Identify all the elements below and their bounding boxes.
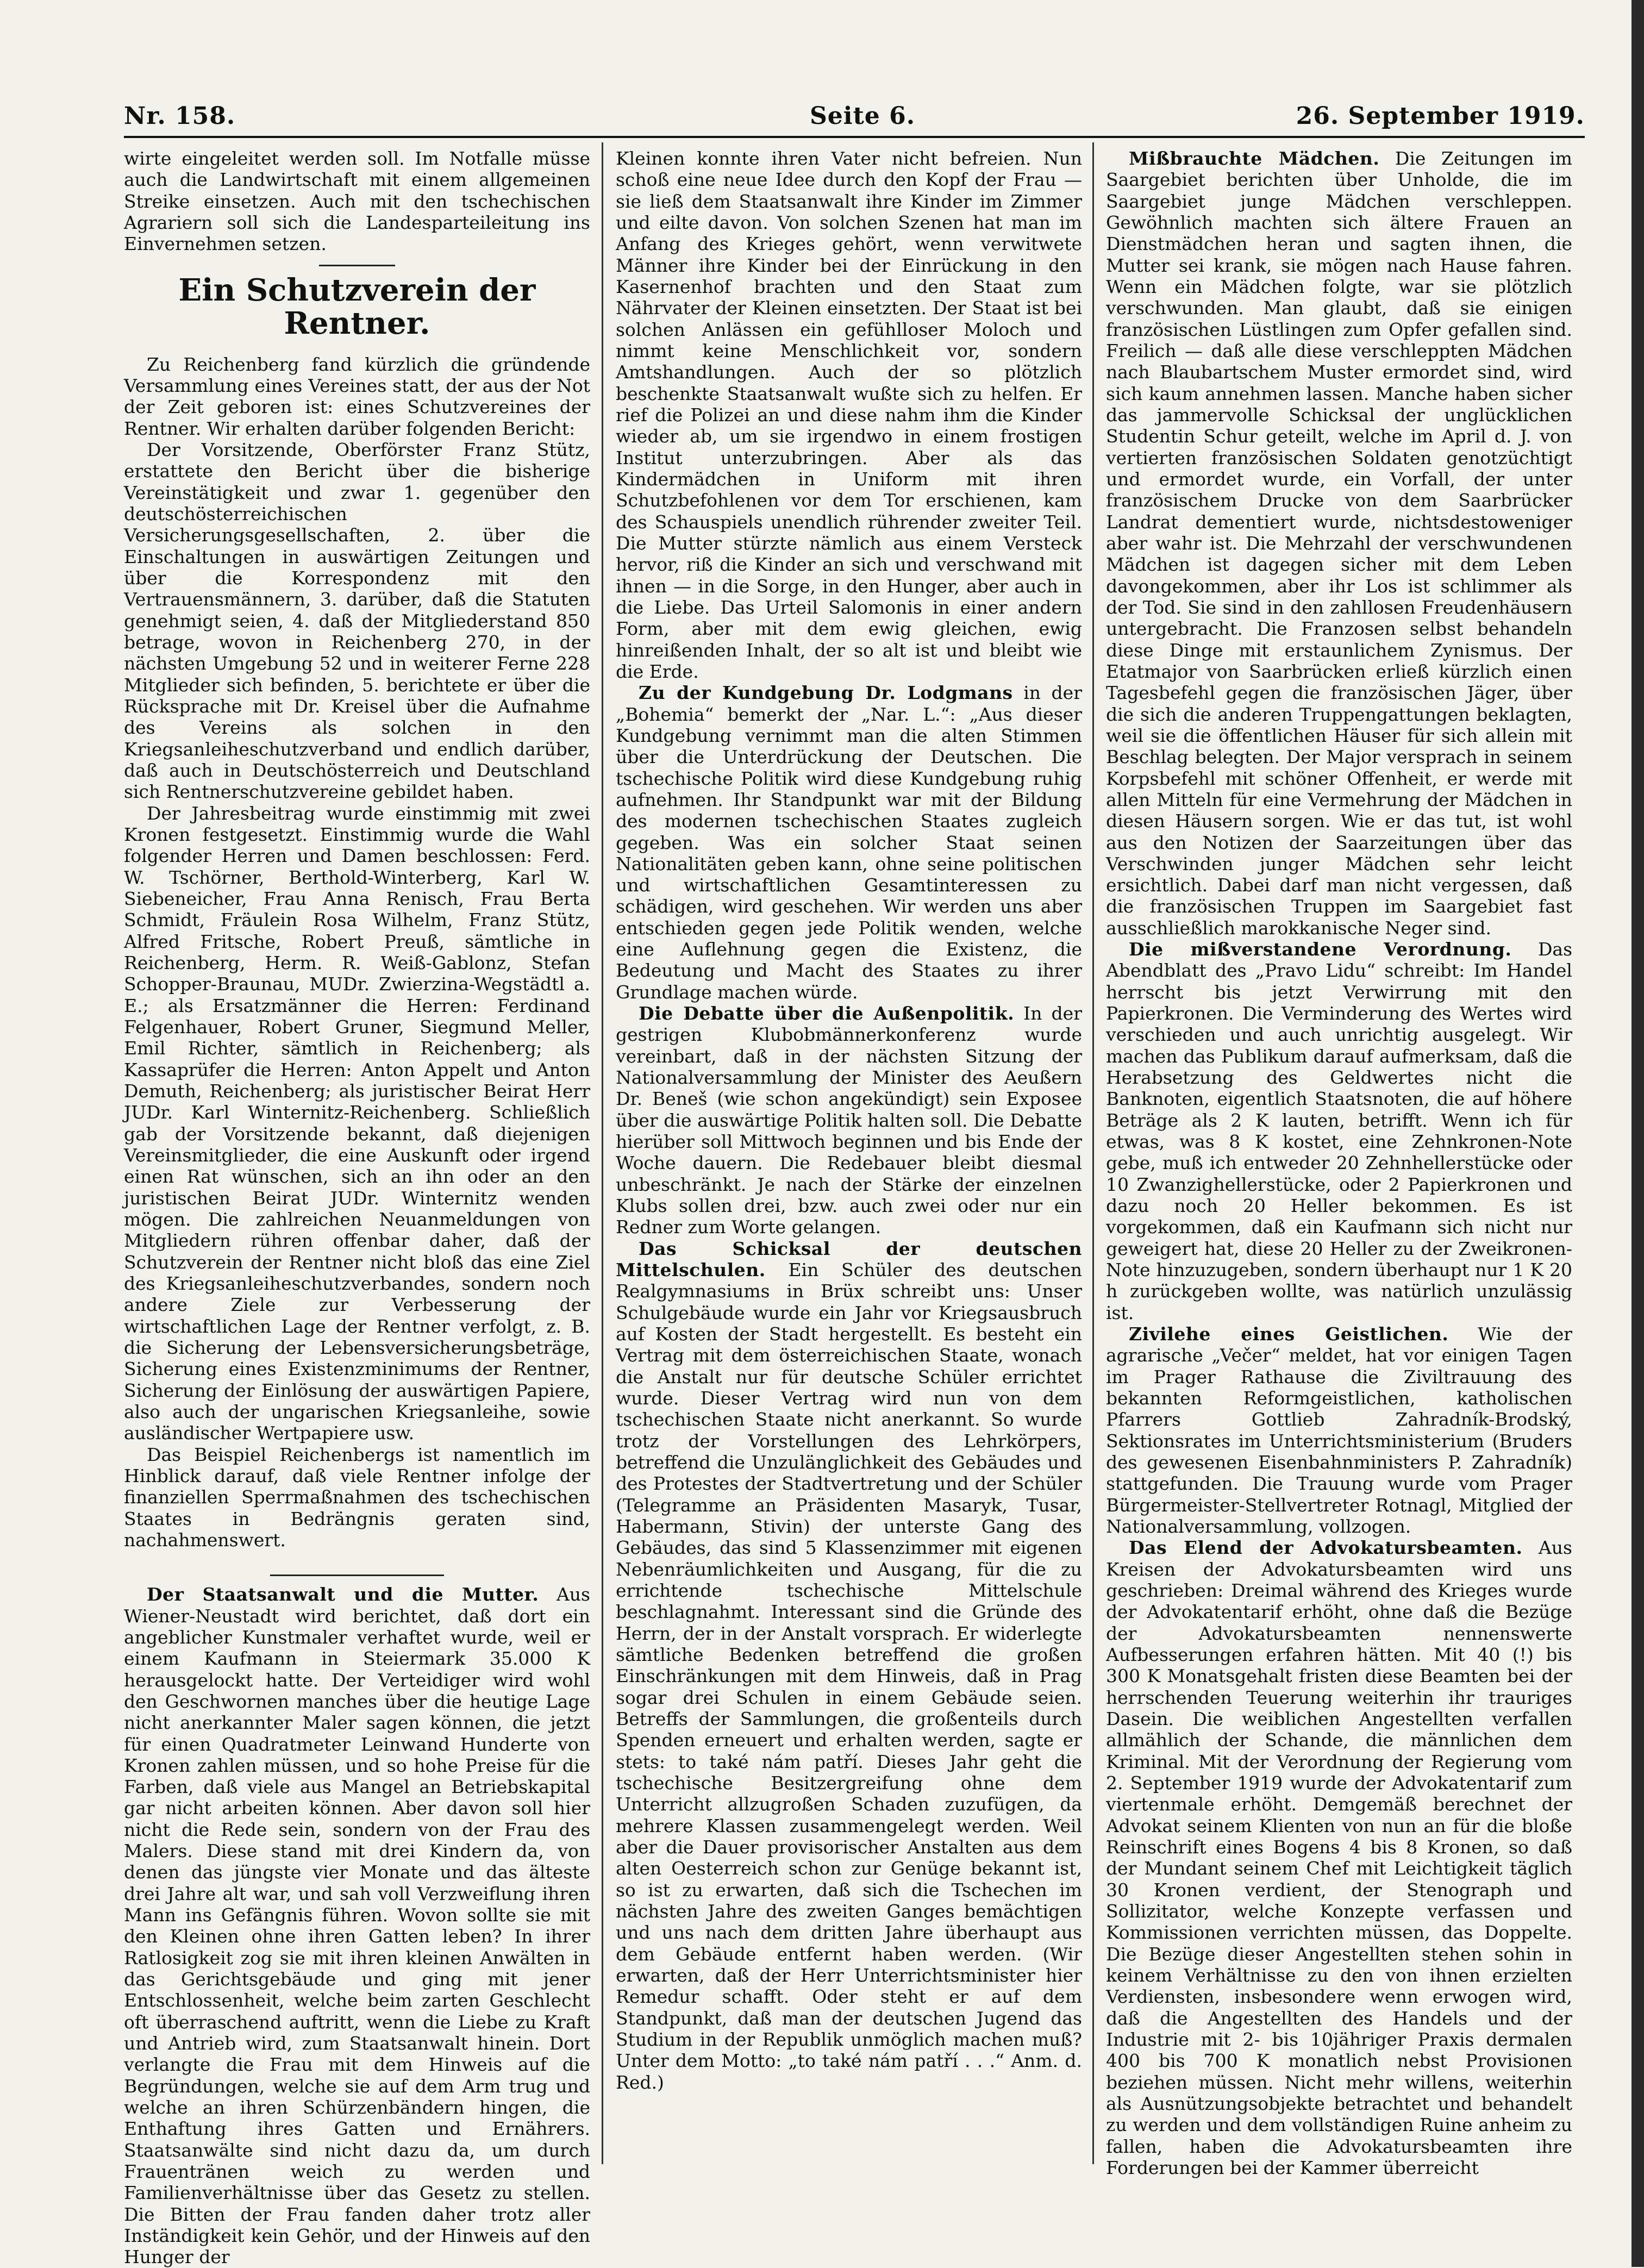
article-paragraph	[1106, 148, 1572, 939]
separator-rule	[270, 1575, 444, 1576]
column-divider	[602, 142, 603, 2164]
separator-rule	[319, 265, 395, 266]
article-lead-title: Die mißverstandene Verordnung.	[1129, 939, 1512, 960]
article-lead-title: Zu der Kundgebung Dr. Lodgmans	[639, 682, 1013, 704]
article-paragraph	[1106, 1323, 1572, 1537]
article-paragraph	[124, 1444, 590, 1551]
article-paragraph	[616, 148, 1082, 682]
article-heading: Ein Schutzverein der Rentner.	[178, 272, 536, 342]
column-divider	[1092, 142, 1094, 2164]
article-text: Ein Schüler des deutschen Realgymnasiums in Brüx schreibt uns: Unser Schulgebäude wurde ein Jahr vor Kriegsausbruch auf Kosten der Stadt hergestellt. Es besteht ein Vertrag mit dem österreichischen Staate, wonach die Anstalt nur für deutsche Schüler errichtet wurde. Dieser Vertrag wird nun von dem tschechischen Staate nicht anerkannt. So wurde trotz der Vorstellungen des Lehrkörpers, betreffend die Unzulänglichkeit des Gebäudes und des Protestes der Stadtvertretung und der Schüler (Telegramme an Präsidenten Masaryk, Tusar, Habermann, Stivin) der unterste Gang des Gebäudes, das sind 5 Klassenzimmer mit eigenen Nebenräumlichkeiten und Ausgang, für die zu errichtende tschechische Mittelschule beschlagnahmt. Interessant sind die Gründe des Herrn, der in der Anstalt vorsprach. Er widerlegte sämtliche Bedenken betreffend die großen Einschränkungen mit dem Hinweis, daß in Prag sogar drei Schulen in einem Gebäude seien. Betreffs der Sammlungen, die großenteils durch Spenden erneuert und erhalten werden, sagte er stets: to také nám patří. Dieses Jahr geht die tschechische Besitzergreifung ohne dem Unterricht allzugroßen Schaden zuzufügen, da mehrere Klassen zusammengelegt werden. Weil aber die Dauer provisorischer Anstalten aus dem alten Oesterreich schon zur Genüge bekannt ist, so ist zu erwarten, daß sich die Tschechen im nächsten Jahre des zweiten Ganges bemächtigen und uns nach dem dritten Jahre überhaupt aus dem Gebäude entfernt haben werden. (Wir erwarten, daß der Herr Unterrichtsminister hier Remedur schafft. Oder steht er auf dem Standpunkt, daß man der deutschen Jugend das Studium in der Republik unmöglich machen muß? Unter dem Motto: „to také nám patří . . .“ Anm. d. Red.)	[616, 1259, 1082, 2093]
column-1	[124, 148, 590, 2268]
article-lead-title: Das Elend der Advokatursbeamten.	[1129, 1537, 1523, 1559]
article-paragraph	[1106, 1537, 1572, 2178]
article-paragraph	[616, 1238, 1082, 2093]
article-text: Der Vorsitzende, Oberförster Franz Stütz, erstattete den Bericht über die bisherige Vereinstätigkeit und zwar 1. gegenüber den deutschösterreichischen Versicherungsgesellschaften, 2. über die Einschaltungen in auswärtigen Zeitungen und über die Korrespondenz mit den Vertrauensmännern, 3. darüber, daß die Statuten genehmigt seien, 4. daß der Mitgliederstand 850 betrage, wovon in Reichenberg 270, in der nächsten Umgebung 52 und in weiterer Ferne 228 Mitglieder sich befinden, 5. berichtete er über die Rücksprache mit Dr. Kreisel über die Aufnahme des Vereins als solchen in den Kriegsanleiheschutzverband und endlich darüber, daß auch in Deutschösterreich und Deutschland sich Rentnerschutzvereine gebildet haben.	[124, 439, 590, 803]
spacer	[124, 1551, 590, 1565]
article-text: Das Beispiel Reichenbergs ist namentlich im Hinblick darauf, daß viele Rentner infolge der finanziellen Sperrmaßnahmen des tschechischen Staates in Bedrängnis geraten sind, nachahmenswert.	[124, 1444, 590, 1551]
article-text: Das Abendblatt des „Pravo Lidu“ schreibt: Im Handel herrscht bis jetzt Verwirrung mit den Papierkronen. Die Verminderung des Wertes wird verschieden und auch unrichtig ausgelegt. Wir machen das Publikum darauf aufmerksam, daß die Herabsetzung des Geldwertes nicht die Banknoten, eigentlich Staatsnoten, die auf höhere Beträge als 2 K lauten, betrifft. Wenn ich für etwas, was 8 K kostet, eine Zehnkronen-Note gebe, muß ich entweder 20 Zehnhellerstücke oder 10 Zwanzighellerstücke, oder 2 Papierkronen und dazu noch 20 Heller bekommen. Es ist vorgekommen, daß ein Kaufmann sich nicht nur geweigert hat, diese 20 Heller zu der Zweikronen-Note hinzuzugeben, sondern überhaupt nur 1 K 20 h zurückgeben wollte, was natürlich unzulässig ist.	[1106, 939, 1573, 1323]
column-2	[616, 148, 1082, 2159]
article-lead-title: Mißbrauchte Mädchen.	[1129, 148, 1380, 169]
article-lead-title: Der Staatsanwalt und die Mutter.	[147, 1584, 539, 1605]
issue-date: 26. September 1919.	[1296, 102, 1585, 130]
article-text: Die Zeitungen im Saargebiet berichten über Unholde, die im Saargebiet junge Mädchen verschleppen. Gewöhnlich machten sich ältere Frauen an Dienstmädchen heran und sagten ihnen, die Mutter sei krank, sie mögen nach Hause fahren. Wenn ein Mädchen folgte, war sie plötzlich verschwunden. Man glaubt, daß sie einigen französischen Lüstlingen zum Opfer gefallen sind. Freilich — daß alle diese verschleppten Mädchen nach Blaubartschem Muster ermordet sind, wird sich kaum annehmen lassen. Manche haben sicher das jammervolle Schicksal der unglücklichen Studentin Schur geteilt, welche im April d. J. von vertierten französischen Soldaten genotzüchtigt und ermordet wurde, ein Vorfall, der unter französischem Drucke von dem Saarbrücker Landrat dementiert wurde, nichtsdestoweniger aber wahr ist. Die Mehrzahl der verschwundenen Mädchen ist dagegen sicher mit dem Leben davongekommen, aber ihr Los ist schlimmer als der Tod. Sie sind in den zahllosen Freudenhäusern untergebracht. Die Franzosen selbst behandeln diese Dinge mit erstaunlichem Zynismus. Der Etatmajor von Saarbrücken erließ kürzlich einen Tagesbefehl gegen die französischen Jäger, über die sich die anderen Truppengattungen beklagten, weil sie die öffentlichen Häuser für sich allein mit Beschlag belegten. Der Major versprach in seinem Korpsbefehl mit schöner Offenheit, er werde mit allen Mitteln für eine Vermehrung der Mädchen in diesen Häusern sorgen. Wie er das tut, ist wohl aus den Notizen der Saarzeitungen über das Verschwinden junger Mädchen sehr leicht ersichtlich. Dabei darf man nicht vergessen, daß die französischen Truppen im Saargebiet fast ausschließlich marokkanische Neger sind.	[1106, 148, 1572, 939]
article-lead-title: Das Schicksal der deutschen Mittelschulen.	[616, 1238, 1082, 1281]
article-paragraph	[124, 439, 590, 803]
scan-edge-strip	[1632, 0, 1644, 2267]
page-header	[124, 93, 1585, 137]
header-rule	[124, 136, 1585, 138]
article-paragraph	[124, 354, 590, 439]
article-text: Aus Kreisen der Advokatursbeamten wird uns geschrieben: Dreimal während des Krieges wurde der Advokatentarif erhöht, ohne daß die Bezüge der Advokatursbeamten nennenswerte Aufbesserungen erfahren hätten. Mit 40 (!) bis 300 K Monatsgehalt fristen diese Beamten bei der herrschenden Teuerung weiterhin ihr trauriges Dasein. Die weiblichen Angestellten verfallen allmählich der Schande, die männlichen dem Kriminal. Mit der Verordnung der Regierung vom 2. September 1919 wurde der Advokatentarif zum viertenmale erhöht. Demgemäß berechnet der Advokat seinem Klienten von nun an für die bloße Reinschrift eines Bogens 4 bis 8 Kronen, so daß der Mundant seinem Chef mit Leichtigkeit täglich 30 Kronen verdient, der Stenograph und Sollizitator, welche Konzepte verfassen und Kommissionen verrichten müssen, das Doppelte. Die Bezüge dieser Angestellten stehen sohin in keinem Verhältnisse zu den von ihnen erzielten Verdiensten, insbesondere wenn erwogen wird, daß die Angestellten des Handels und der Industrie mit 2- bis 10jähriger Praxis dermalen 400 bis 700 K monatlich nebst Provisionen beziehen müssen. Nicht mehr willens, weiterhin als Ausnützungsobjekte betrachtet und behandelt zu werden und dem vollständigen Ruine anheim zu fallen, haben die Advokatursbeamten ihre Forderungen bei der Kammer überreicht	[1106, 1537, 1572, 2178]
article-paragraph	[124, 1584, 590, 2268]
article-text: in der „Bohemia“ bemerkt der „Nar. L.“: „Aus dieser Kundgebung vernimmt man die alten Stimmen über die Unterdrückung der Deutschen. Die tschechische Politik wird diese Kundgebung ruhig aufnehmen. Ihr Standpunkt war mit der Bildung des modernen tschechischen Staates zugleich gegeben. Was ein solcher Staat seinen Nationalitäten geben kann, ohne seine politischen und wirtschaftlichen Gesamtinteressen zu schädigen, wird geschehen. Wir werden uns aber entschieden gegen jede Politik wenden, welche eine Auflehnung gegen die Existenz, die Bedeutung und Macht des Staates zu ihrer Grundlage machen würde.	[616, 682, 1082, 1003]
article-text: wirte eingeleitet werden soll. Im Notfalle müsse auch die Landwirtschaft mit einem allgemeinen Streike einsetzen. Auch mit den tschechischen Agrariern soll sich die Landesparteileitung ins Einvernehmen setzen.	[124, 148, 590, 255]
article-lead-title: Zivilehe eines Geistlichen.	[1129, 1323, 1449, 1345]
article-text: Der Jahresbeitrag wurde einstimmig mit zwei Kronen festgesetzt. Einstimmig wurde die Wahl folgender Herren und Damen beschlossen: Ferd. W. Tschörner, Berthold-Winterberg, Karl W. Siebeneicher, Frau Anna Renisch, Frau Berta Schmidt, Fräulein Rosa Wilhelm, Franz Stütz, Alfred Fritsche, Robert Preuß, sämtliche in Reichenberg, Herm. R. Weiß-Gablonz, Stefan Schopper-Braunau, MUDr. Zwierzina-Wegstädtl a. E.; als Ersatzmänner die Herren: Ferdinand Felgenhauer, Robert Gruner, Siegmund Meller, Emil Richter, sämtlich in Reichenberg; als Kassaprüfer die Herren: Anton Appelt und Anton Demuth, Reichenberg; als juristischer Beirat Herr JUDr. Karl Winternitz-Reichenberg. Schließlich gab der Vorsitzende bekannt, daß diejenigen Vereinsmitglieder, die eine Auskunft oder irgend einen Rat wünschen, sich an ihn oder an den juristischen Beirat JUDr. Winternitz wenden mögen. Die zahlreichen Neuanmeldungen von Mitgliedern rühren offenbar daher, daß der Schutzverein der Rentner nicht bloß das eine Ziel des Kriegsanleiheschutzverbandes, sondern noch andere Ziele zur Verbesserung der wirtschaftlichen Lage der Rentner verfolgt, z. B. die Sicherung der Lebensversicherungsbeträge, Sicherung eines Existenzminimums der Rentner, Sicherung der Einlösung der auswärtigen Papiere, also auch der ungarischen Kriegsanleihe, sowie ausländischer Wertpapiere usw.	[124, 802, 590, 1444]
article-paragraph	[616, 682, 1082, 1003]
article-text: Zu Reichenberg fand kürzlich die gründende Versammlung eines Vereines statt, der aus der Not der Zeit geboren ist: eines Schutzvereines der Rentner. Wir erhalten darüber folgenden Bericht:	[124, 353, 590, 439]
article-lead-title: Die Debatte über die Außenpolitik.	[639, 1003, 1015, 1024]
column-3	[1106, 148, 1573, 2178]
article-paragraph	[124, 803, 590, 1444]
article-text: Kleinen konnte ihren Vater nicht befreien. Nun schoß eine neue Idee durch den Kopf der Frau — sie ließ dem Staatsanwalt ihre Kinder im Zimmer und eilte davon. Von solchen Szenen hat man im Anfang des Krieges gehört, wenn verwitwete Männer ihre Kinder bei der Einrückung in den Kasernenhof brachten und den Staat zum Nährvater der Kleinen einsetzten. Der Staat ist bei solchen Anlässen ein gefühlloser Moloch und nimmt keine Menschlichkeit vor, sondern Amtshandlungen. Auch der so plötzlich beschenkte Staatsanwalt wußte sich zu helfen. Er rief die Polizei an und diese nahm ihm die Kinder wieder ab, um sie irgendwo in einem frostigen Institut unterzubringen. Aber als das Kindermädchen in Uniform mit ihren Schutzbefohlenen vor dem Tor erschienen, kam des Schauspiels unendlich rührender zweiter Teil. Die Mutter stürzte nämlich aus einem Versteck hervor, riß die Kinder an sich und verschwand mit ihnen — in die Sorge, in den Hunger, aber auch in die Liebe. Das Urteil Salomonis in einer andern Form, aber mit dem ewig gleichen, ewig hinreißenden Inhalt, der so alt ist und bleibt wie die Erde.	[616, 148, 1082, 682]
article-text: In der gestrigen Klubobmännerkonferenz wurde vereinbart, daß in der nächsten Sitzung der Nationalversammlung der Minister des Aeußern Dr. Beneš (wie schon angekündigt) sein Exposee über die auswärtige Politik halten soll. Die Debatte hierüber soll Mittwoch beginnen und bis Ende der Woche dauern. Die Redebauer bleibt diesmal unbeschränkt. Je nach der Stärke der einzelnen Klubs sollen drei, bzw. auch zwei oder nur ein Redner zum Worte gelangen.	[616, 1003, 1082, 1238]
article-text: Aus Wiener-Neustadt wird berichtet, daß dort ein angeblicher Kunstmaler verhaftet wurde, weil er einem Kaufmann in Steiermark 35.000 K herausgelockt hatte. Der Verteidiger wird wohl den Geschwornen manches über die heutige Lage nicht anerkannter Maler sagen können, die jetzt für einen Quadratmeter Leinwand Hunderte von Kronen zahlen müssen, und so hohe Preise für die Farben, daß viele aus Mangel an Betriebskapital gar nicht arbeiten können. Aber davon soll hier nicht die Rede sein, sondern von der Frau des Malers. Diese stand mit drei Kindern da, von denen das jüngste vier Monate und das älteste drei Jahre alt war, und sah voll Verzweiflung ihren Mann ins Gefängnis führen. Wovon sollte sie mit den Kleinen ohne ihren Gatten leben? In ihrer Ratlosigkeit zog sie mit ihren kleinen Anwälten in das Gerichtsgebäude und ging mit jener Entschlossenheit, welche beim zarten Geschlecht oft überraschend auftritt, wenn die Liebe zu Kraft und Antrieb wird, zum Staatsanwalt hinein. Dort verlangte die Frau mit dem Hinweis auf die Begründungen, welche sie auf dem Arm trug und welche an ihren Schürzenbändern hingen, die Enthaftung ihres Gatten und Ernährers. Staatsanwälte sind nicht dazu da, um durch Frauentränen weich zu werden und Familienverhältnisse über das Gesetz zu stellen. Die Bitten der Frau fanden daher trotz aller Inständigkeit kein Gehör, und der Hinweis auf den Hunger der	[124, 1584, 590, 2268]
article-paragraph	[1106, 939, 1572, 1323]
article-paragraph	[616, 1003, 1082, 1238]
page-number: Seite 6.	[810, 102, 916, 130]
issue-number: Nr. 158.	[124, 102, 236, 130]
article-paragraph	[124, 148, 590, 255]
article-text: Wie der agrarische „Večer“ meldet, hat vor einigen Tagen im Prager Rathause die Ziviltrauung des bekannten Reformgeistlichen, katholischen Pfarrers Gottlieb Zahradník-Brodský, Sektionsrates im Unterrichtsministerium (Bruders des gewesenen Eisenbahnministers P. Zahradník) stattgefunden. Die Trauung wurde vom Prager Bürgermeister-Stellvertreter Rotnagl, Mitglied der Nationalversammlung, vollzogen.	[1106, 1323, 1573, 1537]
